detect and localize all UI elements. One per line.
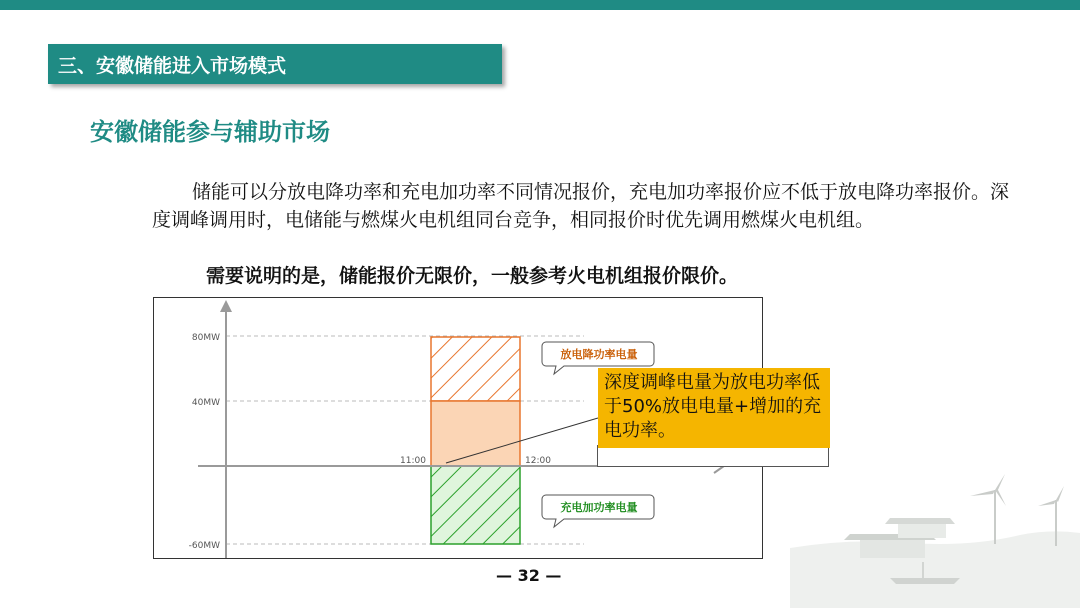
page-subtitle: 安徽储能参与辅助市场 — [90, 118, 330, 146]
charge-label: 充电加功率电量 — [560, 501, 638, 514]
discharge-label: 放电降功率电量 — [560, 348, 638, 361]
page-number: — 32 — — [496, 566, 562, 585]
x-tick-label: 12:00 — [525, 456, 551, 466]
y-axis-arrow — [220, 300, 232, 312]
bar-charge — [431, 466, 520, 544]
y-tick-label: 40MW — [191, 398, 220, 408]
section-header — [48, 44, 502, 84]
y-tick-label: 80MW — [191, 333, 220, 343]
callout-box: 深度调峰电量为放电功率低于50%放电电量+增加的充电功率。 — [598, 368, 830, 448]
y-tick-label: -60MW — [188, 541, 220, 551]
callout-frame — [597, 445, 829, 467]
body-paragraph: 储能可以分放电降功率和充电加功率不同情况报价，充电加功率报价应不低于放电降功率报价。深度调峰调用时，电储能与燃煤火电机组同台竞争，相同报价时优先调用燃煤火电机组。 — [152, 181, 1010, 231]
bold-note: 需要说明的是，储能报价无限价，一般参考火电机组报价限价。 — [206, 265, 739, 287]
x-tick-label: 11:00 — [400, 456, 426, 466]
landscape-decoration — [780, 470, 1080, 608]
bar-discharge-hatched — [431, 337, 520, 401]
bar-discharge-solid — [431, 401, 520, 466]
top-accent-bar — [0, 0, 1080, 10]
section-title: 三、安徽储能进入市场模式 — [58, 54, 287, 77]
